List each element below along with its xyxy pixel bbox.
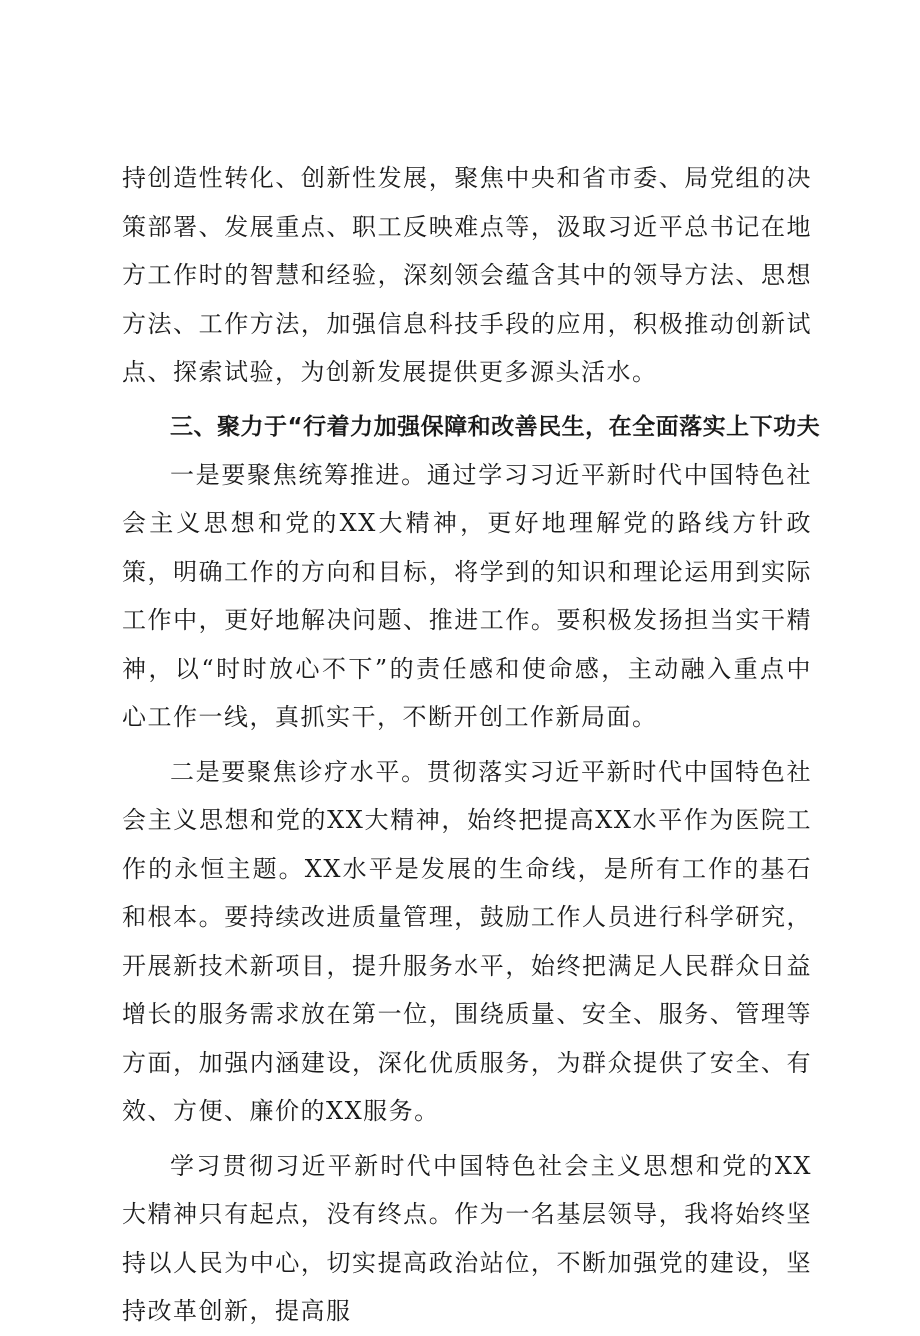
point-2-body: 贯彻落实习近平新时代中国特色社会主义思想和党的XX大精神，始终把提高XX水平作为医院工作的永恒主题。XX水平是发展的生命线，是所有工作的基石和根本。要持续改进质量管理，鼓励工作人员进行科学研究，开展新技术新项目，提升服务水平，始终把满足人民群众日益增长的服务需求放在第一位，围绕质量、安全、服务、管理等方面，加强内涵建设，深化优质服务，为群众提供了安全、有效、方便、廉价的XX服务。 — [122, 757, 812, 1125]
paragraph-point-2 — [122, 748, 812, 1136]
paragraph-conclusion: 学习贯彻习近平新时代中国特色社会主义思想和党的XX大精神只有起点，没有终点。作为一名基层领导，我将始终坚持以人民为中心，切实提高政治站位，不断加强党的建设，坚持改革创新，提高服 — [122, 1151, 812, 1325]
paragraph-continuation: 持创造性转化、创新性发展，聚焦中央和省市委、局党组的决策部署、发展重点、职工反映难点等，汲取习近平总书记在地方工作时的智慧和经验，深刻领会蕴含其中的领导方法、思想方法、工作方法，加强信息科技手段的应用，积极推动创新试点、探索试验，为创新发展提供更多源头活水。 — [122, 164, 812, 386]
point-1-lead: 一是要聚焦统筹推进。 — [170, 460, 427, 489]
point-2-lead: 二是要聚焦诊疗水平。 — [170, 757, 427, 786]
paragraph-point-1 — [122, 451, 812, 742]
point-1-body: 通过学习习近平新时代中国特色社会主义思想和党的XX大精神，更好地理解党的路线方针政策，明确工作的方向和目标，将学到的知识和理论运用到实际工作中，更好地解决问题、推进工作。要积极发扬担当实干精神，以“时时放心不下”的责任感和使命感，主动融入重点中心工作一线，真抓实干，不断开创工作新局面。 — [122, 460, 812, 731]
section-heading: 三、聚力于“行着力加强保障和改善民生，在全面落实上下功夫 — [170, 413, 821, 440]
document-body — [122, 154, 821, 1336]
